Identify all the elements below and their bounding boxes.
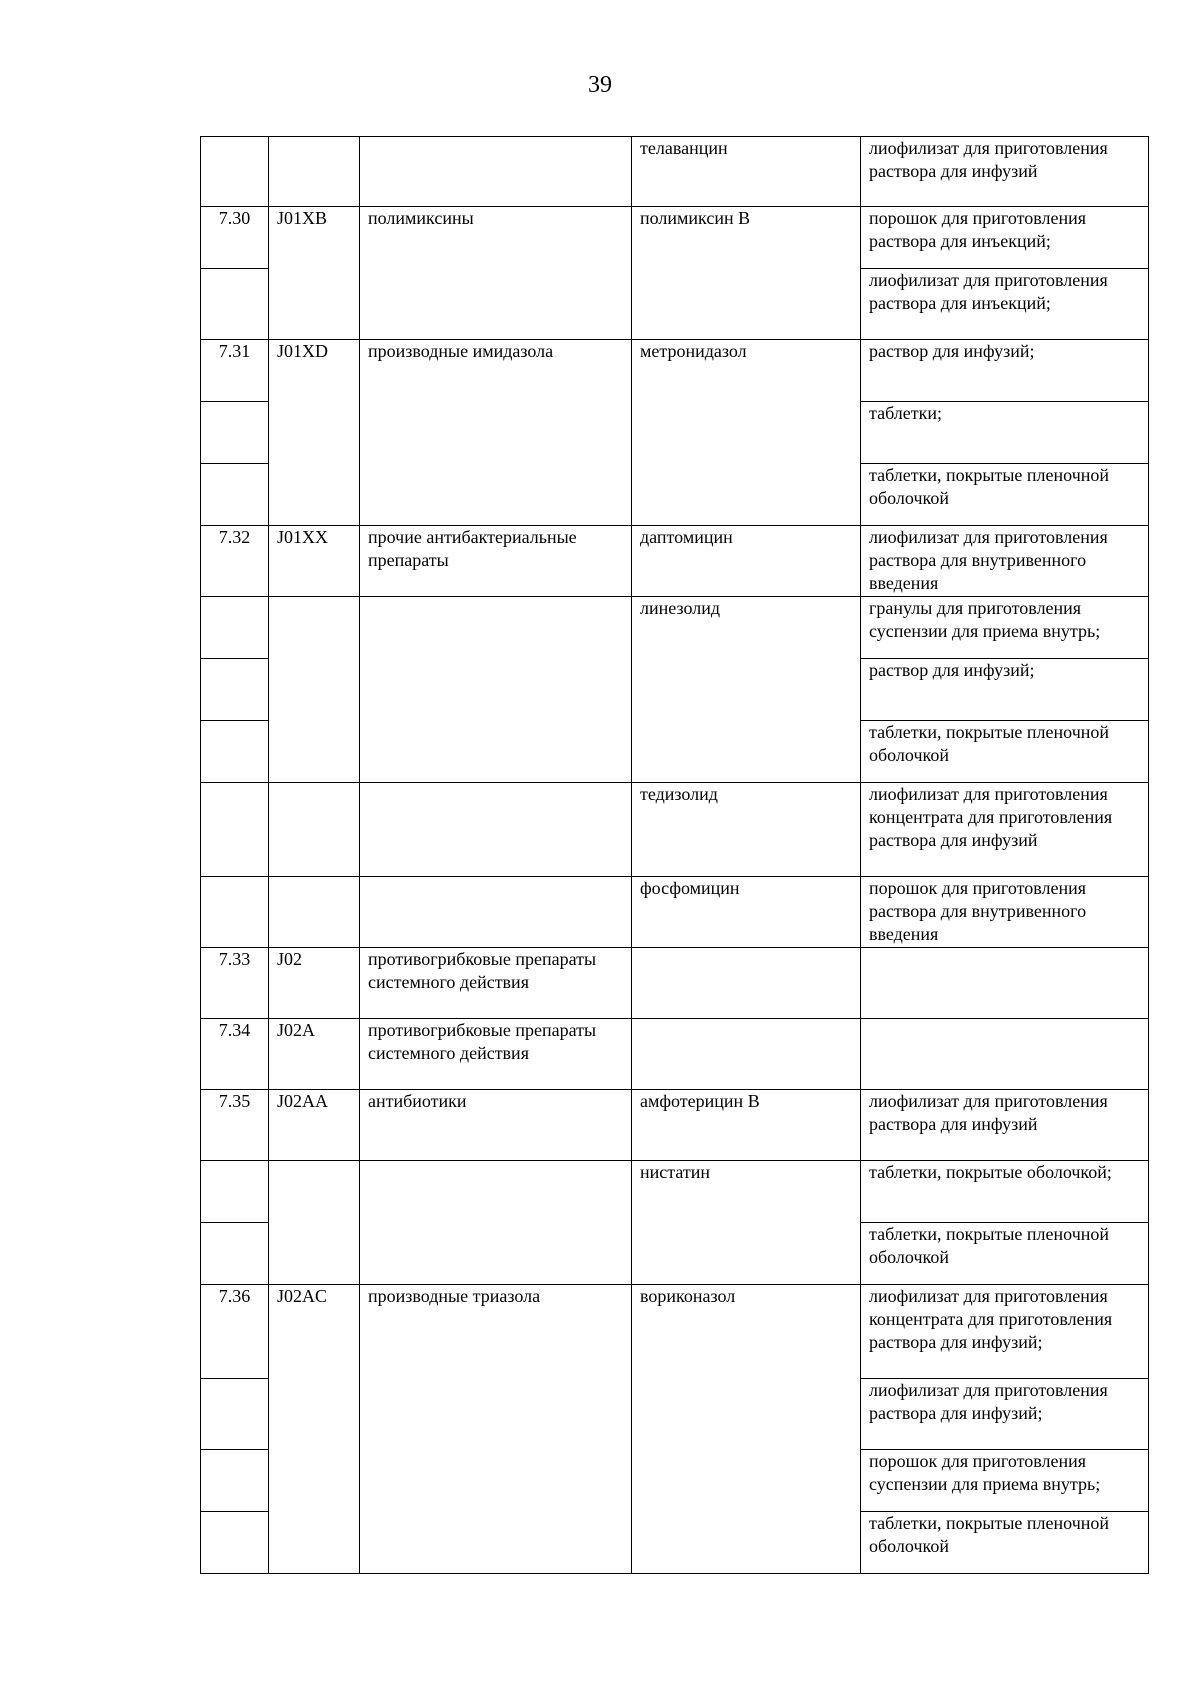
drug-table [200,136,1149,1574]
table-row [201,1161,1149,1223]
atc-code-cell: J02A [269,1019,360,1090]
table-row [201,783,1149,877]
drug-name-cell: телаванцин [632,137,861,207]
dosage-form-cell: таблетки, покрытые пленочной оболочкой [861,1223,1149,1285]
table-row [201,1019,1149,1090]
row-number-cell [201,1450,269,1512]
atc-group-cell: прочие антибактериальные препараты [360,526,632,597]
atc-code-cell [269,597,360,783]
dosage-form-cell: гранулы для приготовления суспензии для приема внутрь; [861,597,1149,659]
dosage-form-cell: лиофилизат для приготовления раствора для инфузий; [861,1379,1149,1450]
atc-group-cell: производные имидазола [360,340,632,526]
atc-group-cell: противогрибковые препараты системного действия [360,948,632,1019]
atc-group-cell: полимиксины [360,207,632,340]
row-number-cell [201,137,269,207]
dosage-form-cell: раствор для инфузий; [861,340,1149,402]
dosage-form-cell: лиофилизат для приготовления раствора для внутривенного введения [861,526,1149,597]
row-number-cell: 7.34 [201,1019,269,1090]
row-number-cell [201,721,269,783]
atc-group-cell: противогрибковые препараты системного действия [360,1019,632,1090]
dosage-form-cell: таблетки; [861,402,1149,464]
dosage-form-cell: таблетки, покрытые пленочной оболочкой [861,464,1149,526]
page-number: 39 [588,72,612,98]
dosage-form-cell: лиофилизат для приготовления раствора для инъекций; [861,269,1149,340]
dosage-form-cell [861,1019,1149,1090]
atc-code-cell [269,783,360,877]
row-number-cell: 7.32 [201,526,269,597]
atc-group-cell [360,597,632,783]
dosage-form-cell: раствор для инфузий; [861,659,1149,721]
table-row [201,877,1149,948]
table-row [201,948,1149,1019]
row-number-cell [201,269,269,340]
drug-name-cell: тедизолид [632,783,861,877]
dosage-form-cell: таблетки, покрытые пленочной оболочкой [861,721,1149,783]
atc-group-cell [360,877,632,948]
row-number-cell [201,1379,269,1450]
dosage-form-cell: порошок для приготовления раствора для инъекций; [861,207,1149,269]
dosage-form-cell: лиофилизат для приготовления раствора для инфузий [861,137,1149,207]
row-number-cell [201,464,269,526]
row-number-cell [201,783,269,877]
row-number-cell [201,1223,269,1285]
table-row [201,340,1149,402]
atc-code-cell: J01XB [269,207,360,340]
row-number-cell [201,402,269,464]
row-number-cell: 7.31 [201,340,269,402]
atc-group-cell: антибиотики [360,1090,632,1161]
dosage-form-cell: таблетки, покрытые пленочной оболочкой [861,1512,1149,1574]
atc-code-cell: J01XD [269,340,360,526]
atc-code-cell: J02AA [269,1090,360,1161]
drug-name-cell: даптомицин [632,526,861,597]
row-number-cell: 7.36 [201,1285,269,1379]
atc-code-cell: J02 [269,948,360,1019]
atc-group-cell [360,137,632,207]
drug-name-cell: метронидазол [632,340,861,526]
table-row [201,207,1149,269]
drug-name-cell: фосфомицин [632,877,861,948]
row-number-cell [201,1161,269,1223]
row-number-cell: 7.30 [201,207,269,269]
atc-group-cell [360,1161,632,1285]
dosage-form-cell: порошок для приготовления суспензии для приема внутрь; [861,1450,1149,1512]
row-number-cell: 7.35 [201,1090,269,1161]
drug-name-cell: полимиксин В [632,207,861,340]
atc-code-cell [269,1161,360,1285]
dosage-form-cell: лиофилизат для приготовления концентрата для приготовления раствора для инфузий; [861,1285,1149,1379]
dosage-form-cell: лиофилизат для приготовления концентрата для приготовления раствора для инфузий [861,783,1149,877]
row-number-cell [201,877,269,948]
atc-group-cell: производные триазола [360,1285,632,1574]
drug-name-cell: вориконазол [632,1285,861,1574]
drug-name-cell [632,948,861,1019]
table-row [201,137,1149,207]
atc-group-cell [360,783,632,877]
atc-code-cell: J02AC [269,1285,360,1574]
table-row [201,597,1149,659]
row-number-cell [201,1512,269,1574]
row-number-cell [201,597,269,659]
dosage-form-cell: таблетки, покрытые оболочкой; [861,1161,1149,1223]
table-row [201,1285,1149,1379]
table-row [201,526,1149,597]
drug-name-cell: нистатин [632,1161,861,1285]
dosage-form-cell: порошок для приготовления раствора для внутривенного введения [861,877,1149,948]
atc-code-cell [269,137,360,207]
row-number-cell [201,659,269,721]
dosage-form-cell: лиофилизат для приготовления раствора для инфузий [861,1090,1149,1161]
drug-name-cell [632,1019,861,1090]
atc-code-cell: J01XX [269,526,360,597]
row-number-cell: 7.33 [201,948,269,1019]
drug-name-cell: амфотерицин В [632,1090,861,1161]
table-row [201,1090,1149,1161]
atc-code-cell [269,877,360,948]
dosage-form-cell [861,948,1149,1019]
drug-name-cell: линезолид [632,597,861,783]
